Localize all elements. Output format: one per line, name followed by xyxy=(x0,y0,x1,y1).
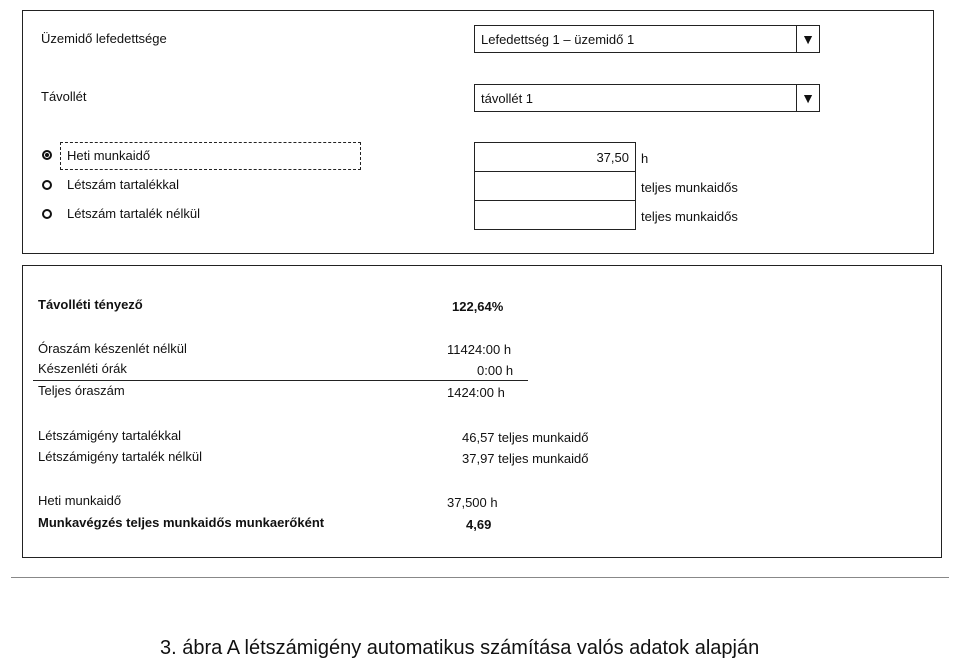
headcount-without-reserve-unit: teljes munkaidős xyxy=(641,209,738,224)
hours-without-standby-label: Óraszám készenlét nélkül xyxy=(38,341,187,356)
radio-headcount-without-reserve[interactable] xyxy=(42,209,52,219)
radio-weekly-hours[interactable] xyxy=(42,150,52,160)
coverage-select-value: Lefedettség 1 – üzemidő 1 xyxy=(481,32,635,47)
headcount-with-reserve-result-value: 46,57 teljes munkaidő xyxy=(462,430,589,445)
absence-select-value: távollét 1 xyxy=(481,91,534,106)
absence-factor-label: Távolléti tényező xyxy=(38,297,143,312)
hours-without-standby-value: 11424:00 h xyxy=(447,342,512,357)
coverage-label: Üzemidő lefedettsége xyxy=(41,31,167,46)
absence-select[interactable] xyxy=(474,84,820,112)
sum-divider xyxy=(33,380,528,381)
headcount-with-reserve-input[interactable] xyxy=(474,171,636,201)
coverage-select[interactable] xyxy=(474,25,820,53)
absence-factor-value: 122,64% xyxy=(452,299,504,314)
weekly-hours-value: 37,50 xyxy=(596,150,629,165)
fte-value: 4,69 xyxy=(466,517,492,532)
chevron-down-icon[interactable]: ▼ xyxy=(796,26,819,52)
frame-bottom-line xyxy=(11,577,949,578)
weekly-hours-input[interactable] xyxy=(474,142,636,172)
figure-caption: 3. ábra A létszámigény automatikus számítása valós adatok alapján xyxy=(160,637,760,659)
headcount-with-reserve-result-label: Létszámigény tartalékkal xyxy=(38,428,182,443)
headcount-without-reserve-result-label: Létszámigény tartalék nélkül xyxy=(38,449,203,464)
weekly-hours-result-value: 37,500 h xyxy=(447,495,498,510)
option-headcount-with-reserve-label: Létszám tartalékkal xyxy=(67,177,179,192)
headcount-without-reserve-result-value: 37,97 teljes munkaidő xyxy=(462,451,589,466)
fte-label: Munkavégzés teljes munkaidős munkaerőként xyxy=(38,515,325,530)
radio-headcount-with-reserve[interactable] xyxy=(42,180,52,190)
standby-hours-label: Készenléti órák xyxy=(38,361,127,376)
weekly-hours-result-label: Heti munkaidő xyxy=(38,493,122,508)
option-headcount-without-reserve-label: Létszám tartalék nélkül xyxy=(67,206,200,221)
option-weekly-hours-label: Heti munkaidő xyxy=(67,148,151,163)
total-hours-label: Teljes óraszám xyxy=(38,383,125,398)
headcount-without-reserve-input[interactable] xyxy=(474,200,636,230)
absence-label: Távollét xyxy=(41,89,87,104)
chevron-down-icon[interactable]: ▼ xyxy=(796,85,819,111)
total-hours-value: 1424:00 h xyxy=(447,385,505,400)
standby-hours-value: 0:00 h xyxy=(477,363,514,378)
headcount-with-reserve-unit: teljes munkaidős xyxy=(641,180,738,195)
weekly-hours-unit: h xyxy=(641,151,649,166)
